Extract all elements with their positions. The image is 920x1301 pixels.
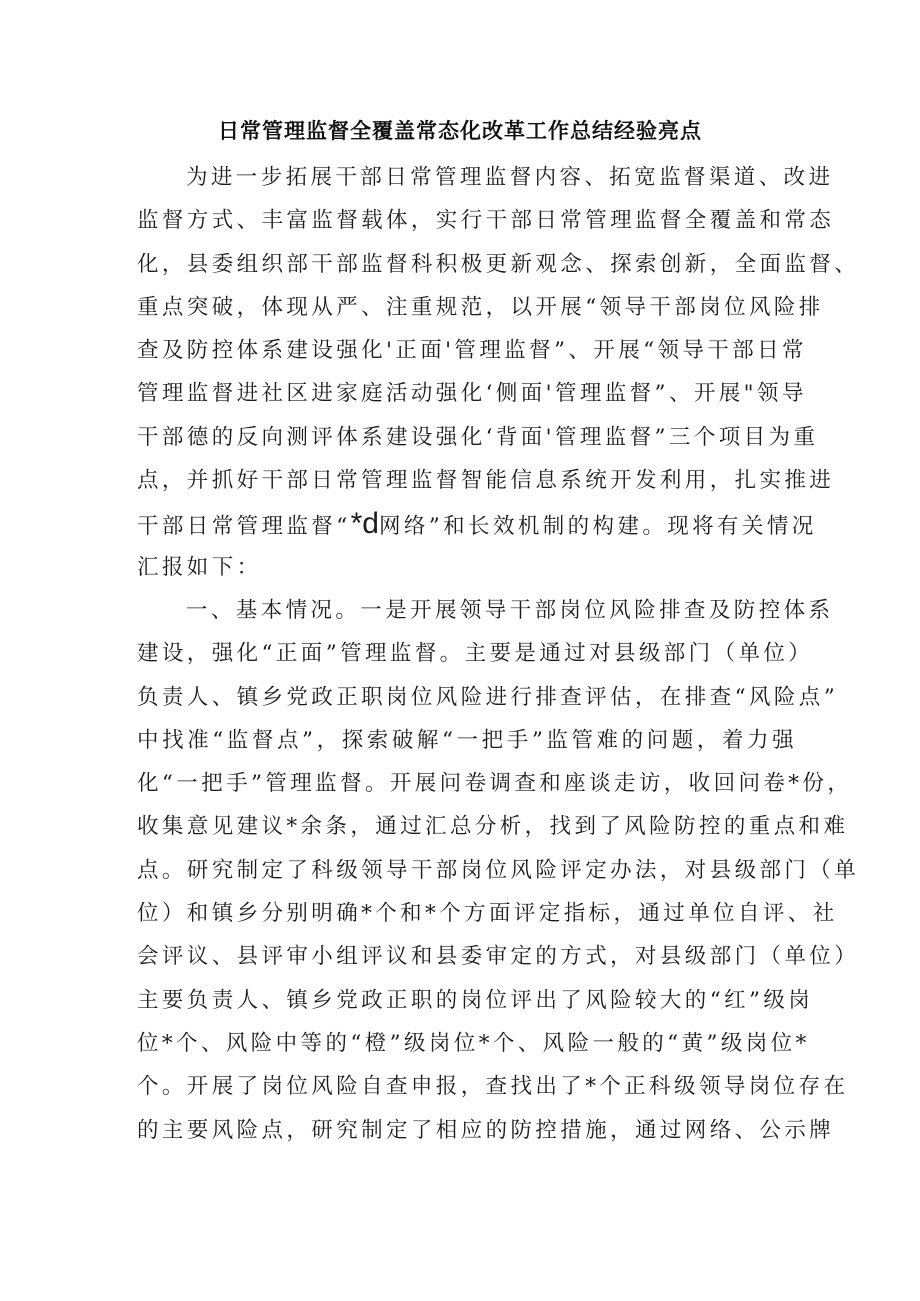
paragraph-2-line-8: 位）和镇乡分别明确*个和*个方面评定指标，通过单位自评、社 [137,901,838,927]
paragraph-2-line-10: 主要负责人、镇乡党政正职的岗位评出了风险较大的“红”级岗 [137,987,814,1013]
paragraph-2-line-3: 负责人、镇乡党政正职岗位风险进行排查评估，在排查“风险点” [137,684,839,710]
paragraph-2-line-11: 位*个、风险中等的“橙”级岗位*个、风险一般的“黄”级岗位* [137,1030,810,1056]
paragraph-1-line-1: 为进一步拓展干部日常管理监督内容、拓宽监督渠道、改进 [186,165,834,190]
paragraph-1-line-5: 查及防控体系建设强化'正面'管理监督”、开展“领导干部日常 [137,338,807,364]
document-body [137,156,860,1152]
placeholder-marker: *d [350,507,379,541]
paragraph-1-line-7: 干部德的反向测评体系建设强化‘背面'管理监督”三个项目为重 [137,424,819,450]
document-title: 日常管理监督全覆盖常态化改革工作总结经验亮点 [218,119,702,143]
paragraph-1-line-8: 点，并抓好干部日常管理监督智能信息系统开发利用，扎实推进 [137,468,835,494]
paragraph-1-line-4: 重点突破，体现从严、注重规范，以开展“领导干部岗位风险排 [137,294,824,320]
paragraph-2-line-13: 的主要风险点，研究制定了相应的防控措施，通过网络、公示牌 [137,1117,835,1143]
paragraph-2-line-12: 个。开展了岗位风险自查申报，查找出了*个正科级领导岗位存在 [137,1074,849,1100]
paragraph-2-line-9: 会评议、县评审小组评议和县委审定的方式，对县级部门（单位） [137,944,860,970]
paragraph-2-line-4: 中找准“监督点”，探索破解“一把手”监管难的问题，着力强 [137,727,797,753]
paragraph-1-line-2: 监督方式、丰富监督载体，实行干部日常管理监督全覆盖和常态 [137,208,835,234]
line-9-before: 干部日常管理监督“ [137,514,351,540]
paragraph-2-line-5: 化“一把手”管理监督。开展问卷调查和座谈走访，收回问卷*份， [137,771,853,797]
paragraph-2-line-1: 一、基本情况。一是开展领导干部岗位风险排查及防控体系 [186,597,834,623]
paragraph-1-line-10: 汇报如下： [137,554,262,580]
paragraph-1-line-3: 化，县委组织部干部监督科积极更新观念、探索创新，全面监督、 [137,251,860,277]
paragraph-2-line-7: 点。研究制定了科级领导干部岗位风险评定办法，对县级部门（单 [137,857,860,883]
paragraph-2-line-2: 建设，强化“正面”管理监督。主要是通过对县级部门（单位） [137,641,814,667]
paragraph-2-line-6: 收集意见建议*余条，通过汇总分析，找到了风险防控的重点和难 [137,814,849,840]
paragraph-1-line-6: 管理监督进社区进家庭活动强化‘侧面'管理监督”、开展"领导 [137,381,807,407]
line-9-after: 网络”和长效机制的构建。现将有关情况 [378,514,817,540]
paragraph-1-line-9 [137,502,817,545]
